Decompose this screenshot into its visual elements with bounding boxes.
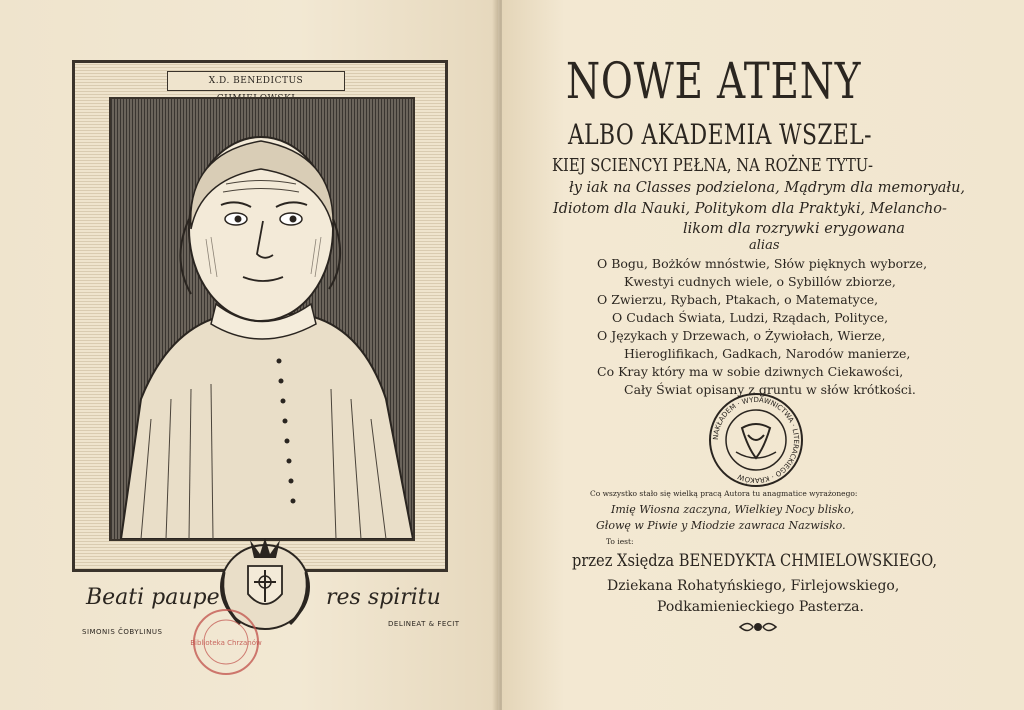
anagram-line: Głowę w Piwie y Miodzie zawraca Nazwisko.	[596, 519, 846, 532]
to-jest-label: To iest:	[606, 537, 634, 546]
anagram-line: Imię Wiosna zaczyna, Wielkiey Nocy blisko,	[611, 503, 855, 516]
description-line: Idiotom dla Nauki, Politykom dla Praktyki, Melancho-	[553, 201, 947, 217]
verse-line: Kwestyi cudnych wiele, o Sybillów zbiorze,	[624, 274, 896, 289]
portrait-frame	[72, 60, 448, 572]
left-page	[0, 0, 498, 710]
delineator-credit: DELINEAT & FECIT	[388, 620, 460, 628]
author-title-line: Podkamienieckiego Pasterza.	[657, 599, 864, 615]
portrait-plaque: X.D. BENEDICTUS	[167, 71, 345, 91]
verse-line: O Bogu, Bożków mnóstwie, Słów pięknych wyborze,	[597, 256, 928, 271]
author-line: przez Xsiędza BENEDYKTA CHMIELOWSKIEGO,	[572, 551, 937, 571]
portrait-figure	[111, 99, 413, 539]
verse-line: O Językach y Drzewach, o Żywiołach, Wierze,	[597, 328, 886, 343]
portrait-engraving	[109, 97, 415, 541]
alias-label: alias	[749, 238, 780, 253]
subtitle-line-1: ALBO AKADEMIA WSZEL-	[568, 118, 872, 151]
verse-line: Hieroglifikach, Gadkach, Narodów manierze,	[624, 346, 911, 361]
subtitle-line-2: KIEJ SCIENCYI PEŁNA, NA ROŻNE TYTU-	[552, 155, 873, 176]
stamp-text: Biblioteka Chrzanów	[190, 639, 262, 647]
page-title: NOWE ATENY	[566, 52, 862, 110]
description-line: ły iak na Classes podzielona, Mądrym dla memoryału,	[569, 180, 966, 196]
verse-line: O Zwierzu, Rybach, Ptakach, o Matematyce,	[597, 292, 879, 307]
ornament-icon	[738, 618, 778, 636]
author-title-line: Dziekana Rohatyńskiego, Firlejowskiego,	[607, 578, 900, 594]
publisher-seal-icon	[706, 390, 806, 490]
anagram-note: Co wszystko stało się wielką pracą Autora tu anagmatice wyrażonego:	[590, 489, 858, 498]
seal-text: NAKŁADEM · WYDAWNICTWA · LITERACKIEGO · KRAKÓW	[711, 395, 801, 485]
library-stamp-icon	[190, 606, 262, 678]
verse-line: O Cudach Świata, Ludzi, Rządach, Polityce,	[612, 310, 889, 325]
verse-line: Co Kray który ma w sobie dziwnych Ciekawości,	[597, 364, 904, 379]
description-line: likom dla rozrywki erygowana	[683, 221, 905, 237]
engraver-credit: SIMONIS ČOBYLINUS	[82, 628, 163, 636]
verse-line: Cały Świat opisany z gruntu w słów krótkości.	[624, 382, 916, 397]
motto-left: Beati paupe	[86, 585, 220, 610]
motto-right: res spiritu	[326, 585, 441, 610]
